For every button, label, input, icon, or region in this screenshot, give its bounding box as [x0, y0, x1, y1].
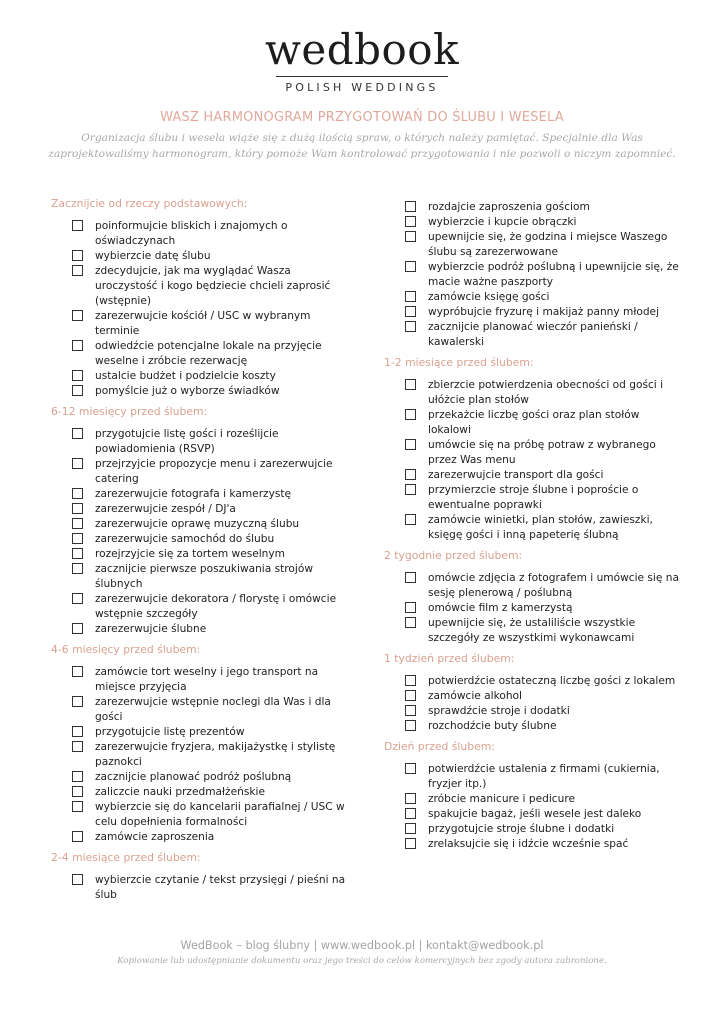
- checkbox[interactable]: [405, 439, 416, 450]
- checklist-item: [405, 230, 684, 260]
- checklist-item: [405, 438, 684, 468]
- right-column: [384, 200, 684, 858]
- checklist-item-label: zarezerwujcie ślubne: [95, 623, 207, 635]
- checkbox[interactable]: [72, 220, 83, 231]
- checkbox[interactable]: [72, 726, 83, 737]
- checklist-item: [405, 719, 684, 734]
- checklist-item: [72, 665, 351, 695]
- section-title: Zacznijcie od rzeczy podstawowych:: [51, 197, 248, 210]
- checkbox[interactable]: [72, 250, 83, 261]
- checklist-item-label: rozejrzyjcie się za tortem weselnym: [95, 548, 285, 560]
- checkbox[interactable]: [72, 623, 83, 634]
- checklist-item-label: przygotujcie stroje ślubne i dodatki: [428, 823, 615, 835]
- checklist-item-label: przygotujcie listę gości i roześlijcie powiadomienia (RSVP): [95, 428, 279, 455]
- checklist-item: [405, 807, 684, 822]
- checklist-item-label: upewnijcie się, że godzina i miejsce Waszego ślubu są zarezerwowane: [428, 231, 668, 258]
- checklist-item-label: zamówcie alkohol: [428, 690, 522, 702]
- checkbox[interactable]: [405, 572, 416, 583]
- checklist-item: [405, 616, 684, 646]
- checklist-section: [384, 356, 684, 543]
- checklist-item-label: wypróbujcie fryzurę i makijaż panny młodej: [428, 306, 660, 318]
- checkbox[interactable]: [72, 786, 83, 797]
- checklist-item: [405, 513, 684, 543]
- checkbox[interactable]: [72, 458, 83, 469]
- checkbox[interactable]: [405, 838, 416, 849]
- section-title: 4-6 miesięcy przed ślubem:: [51, 643, 201, 656]
- checklist-item-label: zarezerwujcie transport dla gości: [428, 469, 604, 481]
- checklist-item-label: rozchodźcie buty ślubne: [428, 720, 557, 732]
- checklist-item-label: zarezerwujcie kościół / USC w wybranym terminie: [95, 310, 311, 337]
- checklist-item-label: wybierzcie i kupcie obrączki: [428, 216, 577, 228]
- checklist-item-label: zacznijcie planować wieczór panieński / kawalerski: [428, 321, 638, 348]
- checkbox[interactable]: [405, 793, 416, 804]
- checkbox[interactable]: [72, 428, 83, 439]
- checkbox[interactable]: [72, 771, 83, 782]
- page-title: WASZ HARMONOGRAM PRZYGOTOWAŃ DO ŚLUBU I WESELA: [160, 110, 564, 125]
- checklist-item-label: umówcie się na próbę potraw z wybranego przez Was menu: [428, 439, 656, 466]
- checklist-item-label: zarezerwujcie samochód do ślubu: [95, 533, 275, 545]
- checklist-section: [384, 200, 684, 350]
- checkbox[interactable]: [405, 514, 416, 525]
- checklist-item: [72, 770, 351, 785]
- checkbox[interactable]: [72, 563, 83, 574]
- checklist: [384, 378, 684, 543]
- checklist-item-label: przejrzyjcie propozycje menu i zarezerwujcie catering: [95, 458, 333, 485]
- section-title: 2-4 miesiące przed ślubem:: [51, 851, 201, 864]
- checklist-item: [72, 219, 351, 249]
- checklist-item: [405, 290, 684, 305]
- checklist-item-label: zarezerwujcie fryzjera, makijażystkę i stylistę paznokci: [95, 741, 336, 768]
- checklist-item-label: upewnijcie się, że ustaliliście wszystkie szczegóły ze wszystkimi wykonawcami: [428, 617, 636, 644]
- checklist-item: [72, 384, 351, 399]
- checklist-item-label: wybierzcie czytanie / tekst przysięgi / pieśni na ślub: [95, 874, 346, 901]
- checklist-section: [51, 405, 351, 637]
- checklist-item-label: potwierdźcie ostateczną liczbę gości z lokalem: [428, 675, 676, 687]
- checklist-item: [405, 762, 684, 792]
- checkbox[interactable]: [405, 690, 416, 701]
- checklist: [51, 665, 351, 845]
- checklist-item: [72, 249, 351, 264]
- checkbox[interactable]: [72, 741, 83, 752]
- checklist-item-label: pomyślcie już o wyborze świadków: [95, 385, 280, 397]
- checklist: [384, 762, 684, 852]
- checkbox[interactable]: [72, 370, 83, 381]
- checkbox[interactable]: [405, 823, 416, 834]
- checklist-item-label: spakujcie bagaż, jeśli wesele jest daleko: [428, 808, 642, 820]
- checklist-section: [384, 549, 684, 646]
- checkbox[interactable]: [405, 705, 416, 716]
- checklist-item: [405, 601, 684, 616]
- checkbox[interactable]: [72, 548, 83, 559]
- checklist-item: [72, 339, 351, 369]
- checklist-item-label: zarezerwujcie oprawę muzyczną ślubu: [95, 518, 300, 530]
- checklist: [51, 873, 351, 903]
- brand-logo: [0, 26, 724, 94]
- checklist: [384, 200, 684, 350]
- checklist-item: [72, 532, 351, 547]
- checklist-item-label: sprawdźcie stroje i dodatki: [428, 705, 570, 717]
- checklist-item-label: wybierzcie podróż poślubną i upewnijcie się, że macie ważne paszporty: [428, 261, 679, 288]
- checklist-item: [405, 320, 684, 350]
- checkbox[interactable]: [405, 617, 416, 628]
- footer-contact: WedBook – blog ślubny | www.wedbook.pl | kontakt@wedbook.pl: [180, 939, 544, 952]
- checklist-section: [51, 851, 351, 903]
- checklist-item: [72, 562, 351, 592]
- checklist-item: [72, 725, 351, 740]
- checkbox[interactable]: [72, 533, 83, 544]
- checklist-item-label: zbierzcie potwierdzenia obecności od gości i ułóżcie plan stołów: [428, 379, 664, 406]
- checklist-item: [72, 487, 351, 502]
- checklist-item: [72, 517, 351, 532]
- checklist-item-label: omówcie zdjęcia z fotografem i umówcie się na sesję plenerową / poślubną: [428, 572, 679, 599]
- checklist-item: [72, 309, 351, 339]
- checklist-item-label: zróbcie manicure i pedicure: [428, 793, 575, 805]
- checklist-item-label: zdecydujcie, jak ma wyglądać Wasza uroczystość i kogo będziecie chcieli zaprosić (wstępnie): [95, 265, 331, 307]
- checklist-item-label: przymierzcie stroje ślubne i poproście o ewentualne poprawki: [428, 484, 639, 511]
- checklist-item-label: zamówcie księgę gości: [428, 291, 550, 303]
- checkbox[interactable]: [72, 265, 83, 276]
- checklist: [384, 674, 684, 734]
- checkbox[interactable]: [405, 763, 416, 774]
- checkbox[interactable]: [405, 379, 416, 390]
- checklist-item: [72, 622, 351, 637]
- checklist-item: [405, 468, 684, 483]
- checklist-item: [405, 408, 684, 438]
- checkbox[interactable]: [405, 675, 416, 686]
- checkbox[interactable]: [405, 469, 416, 480]
- section-title: 6-12 miesięcy przed ślubem:: [51, 405, 208, 418]
- checkbox[interactable]: [405, 216, 416, 227]
- checklist-item-label: przekażcie liczbę gości oraz plan stołów lokalowi: [428, 409, 640, 436]
- checklist-item: [405, 483, 684, 513]
- checklist-item: [405, 837, 684, 852]
- checkbox[interactable]: [72, 593, 83, 604]
- checklist-item: [405, 305, 684, 320]
- section-title: 1 tydzień przed ślubem:: [384, 652, 515, 665]
- checklist-item-label: zrelaksujcie się i idźcie wcześnie spać: [428, 838, 629, 850]
- checklist-item-label: wybierzcie się do kancelarii parafialnej / USC w celu dopełnienia formalności: [95, 801, 345, 828]
- checkbox[interactable]: [72, 518, 83, 529]
- checkbox[interactable]: [405, 261, 416, 272]
- checkbox[interactable]: [72, 340, 83, 351]
- checklist-item: [405, 674, 684, 689]
- checklist-section: [51, 643, 351, 845]
- checklist-item-label: zarezerwujcie dekoratora / florystę i omówcie wstępnie szczegóły: [95, 593, 337, 620]
- checklist-item-label: poinformujcie bliskich i znajomych o oświadczynach: [95, 220, 288, 247]
- checkbox[interactable]: [405, 720, 416, 731]
- checkbox[interactable]: [405, 321, 416, 332]
- checklist-item: [405, 215, 684, 230]
- checklist-item: [72, 800, 351, 830]
- checklist-item: [72, 502, 351, 517]
- checkbox[interactable]: [72, 801, 83, 812]
- section-title: 1-2 miesiące przed ślubem:: [384, 356, 534, 369]
- checkbox[interactable]: [72, 874, 83, 885]
- brand-tagline: POLISH WEDDINGS: [285, 81, 439, 94]
- checkbox[interactable]: [405, 201, 416, 212]
- checkbox[interactable]: [72, 503, 83, 514]
- checklist-item: [405, 260, 684, 290]
- checklist-item-label: ustalcie budżet i podzielcie koszty: [95, 370, 276, 382]
- checklist-item-label: zamówcie zaproszenia: [95, 831, 215, 843]
- checklist-item: [72, 785, 351, 800]
- checklist-item: [405, 378, 684, 408]
- checklist-item: [72, 873, 351, 903]
- checklist-item-label: odwiedźcie potencjalne lokale na przyjęcie weselne i zróbcie rezerwację: [95, 340, 322, 367]
- checklist: [384, 571, 684, 646]
- checklist-item: [405, 792, 684, 807]
- checklist-item: [72, 427, 351, 457]
- intro-paragraph: Organizacja ślubu i wesela wiąże się z dużą ilością spraw, o których należy pamiętać. Specjalnie dla Was zaprojektowaliśmy harmonogram, który pomoże Wam kontrolować przygotowania i nie pozwoli o niczym zapomnieć.: [48, 132, 676, 160]
- checklist-item: [72, 547, 351, 562]
- checkbox[interactable]: [72, 696, 83, 707]
- checklist-item-label: wybierzcie datę ślubu: [95, 250, 211, 262]
- checklist-item-label: zamówcie winietki, plan stołów, zawieszki, księgę gości i inną papeterię ślubną: [428, 514, 653, 541]
- checkbox[interactable]: [72, 666, 83, 677]
- brand-name: wedbook: [264, 25, 460, 74]
- left-column: [51, 197, 351, 909]
- checkbox[interactable]: [72, 831, 83, 842]
- copyright-note: Kopiowanie lub udostępnianie dokumentu oraz jego treści do celów komercyjnych bez zgody autora zabronione.: [117, 956, 607, 966]
- brand-divider: [276, 76, 448, 77]
- section-title: 2 tygodnie przed ślubem:: [384, 549, 523, 562]
- checklist-item: [405, 822, 684, 837]
- checklist-item: [72, 457, 351, 487]
- checklist-item-label: zacznijcie pierwsze poszukiwania strojów ślubnych: [95, 563, 313, 590]
- checkbox[interactable]: [405, 602, 416, 613]
- checklist-item-label: potwierdźcie ustalenia z firmami (cukiernia, fryzjer itp.): [428, 763, 660, 790]
- checklist-item-label: zarezerwujcie zespół / DJ'a: [95, 503, 236, 515]
- section-title: Dzień przed ślubem:: [384, 740, 495, 753]
- checkbox[interactable]: [72, 310, 83, 321]
- checklist-item: [405, 571, 684, 601]
- checklist: [51, 427, 351, 637]
- checklist-section: [51, 197, 351, 399]
- checkbox[interactable]: [405, 291, 416, 302]
- checklist-item-label: omówcie film z kamerzystą: [428, 602, 573, 614]
- checklist-item: [72, 695, 351, 725]
- checkbox[interactable]: [72, 488, 83, 499]
- checkbox[interactable]: [405, 808, 416, 819]
- checklist-item: [405, 704, 684, 719]
- checklist-item: [72, 369, 351, 384]
- checkbox[interactable]: [72, 385, 83, 396]
- checklist-item-label: zarezerwujcie wstępnie noclegi dla Was i dla gości: [95, 696, 331, 723]
- checklist-item: [72, 264, 351, 309]
- checkbox[interactable]: [405, 231, 416, 242]
- checklist-section: [384, 740, 684, 852]
- checkbox[interactable]: [405, 306, 416, 317]
- checklist-item-label: przygotujcie listę prezentów: [95, 726, 245, 738]
- checkbox[interactable]: [405, 409, 416, 420]
- checklist-item: [405, 200, 684, 215]
- checklist-item-label: zaliczcie nauki przedmałżeńskie: [95, 786, 265, 798]
- checklist-item: [72, 592, 351, 622]
- checklist-item-label: zarezerwujcie fotografa i kamerzystę: [95, 488, 292, 500]
- checklist-section: [384, 652, 684, 734]
- checklist: [51, 219, 351, 399]
- checklist-item: [72, 830, 351, 845]
- checkbox[interactable]: [405, 484, 416, 495]
- checklist-item: [72, 740, 351, 770]
- checklist-item-label: zacznijcie planować podróż poślubną: [95, 771, 292, 783]
- checklist-item: [405, 689, 684, 704]
- checklist-item-label: rozdajcie zaproszenia gościom: [428, 201, 590, 213]
- checklist-item-label: zamówcie tort weselny i jego transport na miejsce przyjęcia: [95, 666, 319, 693]
